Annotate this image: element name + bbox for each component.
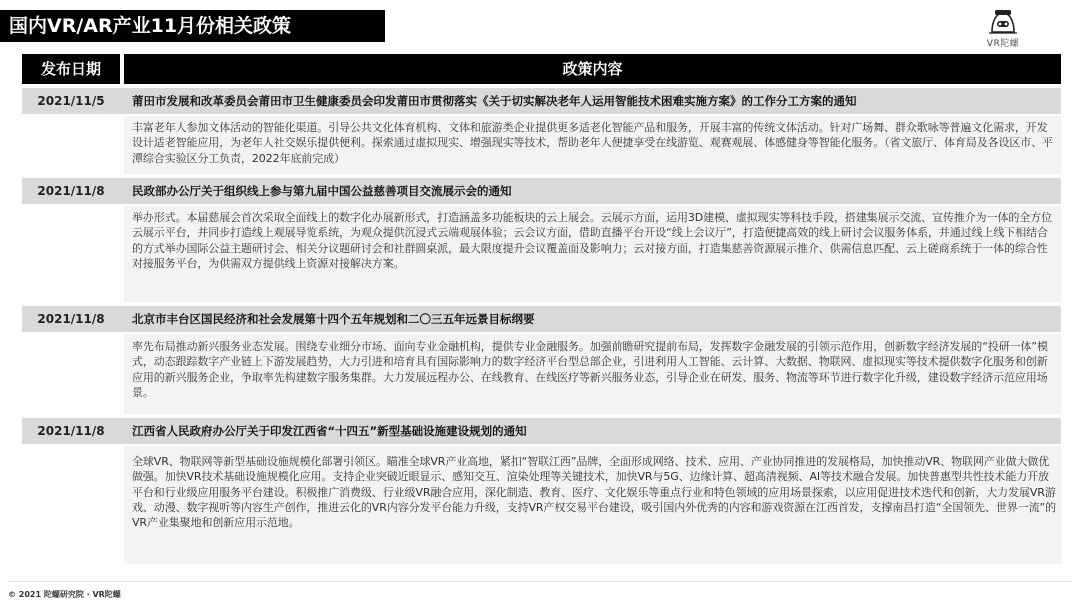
header-date: 发布日期	[22, 54, 120, 84]
row-title: 莆田市发展和改革委员会莆田市卫生健康委员会印发莆田市贯彻落实《关于切实解决老年人运用智能技术困难实施方案》的工作分工方案的通知	[132, 94, 857, 108]
vr-tuoluo-logo	[978, 6, 1028, 48]
table-row	[22, 306, 1061, 414]
row-date: 2021/11/8	[37, 424, 105, 438]
row-body: 丰富老年人参加文体活动的智能化渠道。引导公共文化体育机构、文体和旅游类企业提供更多适老化智能产品和服务，开展丰富的传统文体活动。针对广场舞、群众歌咏等普遍文化需求，开发设计适老智能应用，为老年人社交娱乐提供便利。探索通过虚拟现实、增强现实等技术，帮助老年人便捷享受在线游览、观赛观展、体感健身等智能化服务。（省文旅厅、体育局及各设区市、平潭综合实验区分工负责，2022年底前完成）	[132, 121, 1053, 165]
robot-logo-icon	[978, 6, 1028, 38]
row-date: 2021/11/5	[37, 94, 105, 108]
footer-copyright: © 2021 陀螺研究院 · VR陀螺	[8, 590, 121, 599]
row-title: 民政部办公厅关于组织线上参与第九届中国公益慈善项目交流展示会的通知	[132, 184, 512, 198]
row-body: 率先布局推动新兴服务业态发展。围绕专业细分市场、面向专业金融机构，提供专业金融服务。加强前瞻研究提前布局，发挥数字金融发展的引领示范作用，创新数字经济发展的“投研一体”模式，动态跟踪数字产业链上下游发展趋势，大力引进和培育具有国际影响力的数字经济平台型总部企业，引进利用人工智能、云计算、大数据、物联网、虚拟现实等技术提供数字化服务和创新应用的新兴服务企业，争取率先构建数字服务集群。大力发展远程办公、在线教育、在线医疗等新兴服务业态，引导企业在研发、服务、物流等环节进行数字化升级，建设数字经济示范应用场景。	[132, 340, 1048, 399]
logo-text: VR陀螺	[986, 39, 1020, 49]
footer-divider	[8, 581, 1072, 582]
row-title: 北京市丰台区国民经济和社会发展第十四个五年规划和二〇三五年远景目标纲要	[132, 312, 535, 326]
row-date: 2021/11/8	[37, 312, 105, 326]
table-row	[22, 88, 1061, 174]
row-body: 举办形式。本届慈展会首次采取全面线上的数字化办展新形式，打造涵盖多功能板块的云上展会。云展示方面，运用3D建模、虚拟现实等科技手段，搭建集展示交流、宣传推介为一体的全方位云展示平台，并同步打造线上观展导览系统，为观众提供沉浸式云端观展体验；云会议方面，借助直播平台开设“线上会议厅”，打造便捷高效的线上研讨会议服务体系，并通过线上线下相结合的方式举办国际公益主题研讨会、相关分议题研讨会和社群圆桌派，最大限度提升会议覆盖面及影响力；云对接方面，打造集慈善资源展示推介、供需信息匹配、云上磋商系统于一体的综合性对接服务平台，为供需双方提供线上资源对接解决方案。	[132, 211, 1052, 270]
row-body: 全球VR、物联网等新型基础设施规模化部署引领区。瞄准全球VR产业高地，紧扣“智联江西”品牌，全面形成网络、技术、应用、产业协同推进的发展格局，加快推动VR、物联网产业做大做优做强。加快VR技术基础设施规模化应用。支持企业突破近眼显示、感知交互、渲染处理等关键技术，加快VR与5G、边缘计算、超高清视频、AI等技术融合发展。加快普惠型共性技术能力开放平台和行业级应用服务平台建设。积极推广消费级、行业级VR融合应用，深化制造、教育、医疗、文化娱乐等重点行业和特色领域的应用场景探索，以应用促进技术迭代和创新，大力发展VR游戏、动漫、数字视听等内容生产创作，推进云化的VR内容分发平台能力升级，支持VR产权交易平台建设，吸引国内外优秀的内容和游戏资源在江西首发，支撑南昌打造“全国领先、世界一流”的VR产业集聚地和创新应用示范地。	[132, 455, 1057, 530]
page-title: 国内VR/AR产业11月份相关政策	[0, 10, 385, 42]
table-header	[22, 54, 1061, 84]
row-title: 江西省人民政府办公厅关于印发江西省“十四五”新型基础设施建设规划的通知	[132, 424, 527, 438]
row-date: 2021/11/8	[37, 184, 105, 198]
table-row	[22, 178, 1061, 302]
table-row	[22, 418, 1061, 564]
header-content: 政策内容	[124, 54, 1061, 84]
